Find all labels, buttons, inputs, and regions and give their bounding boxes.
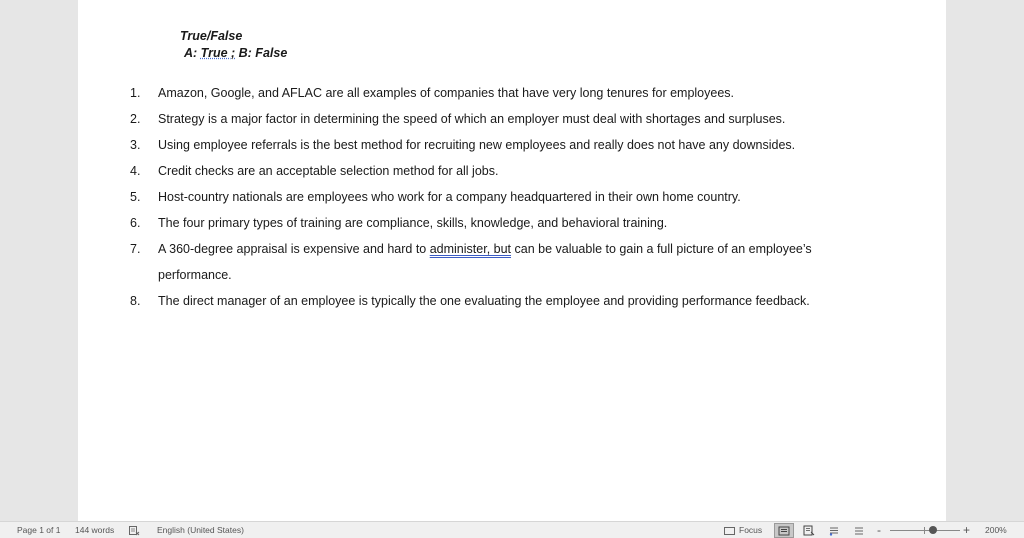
zoom-slider-thumb[interactable]: [929, 526, 937, 534]
question-text: Host-country nationals are employees who work for a company headquartered in their own home country.: [158, 190, 741, 204]
question-number: 3.: [130, 138, 141, 152]
outline-view-button[interactable]: [849, 523, 869, 538]
question-number: 8.: [130, 294, 141, 308]
language-indicator[interactable]: English (United States): [157, 525, 244, 535]
focus-icon: [724, 527, 735, 535]
zoom-slider-track[interactable]: [890, 530, 960, 531]
zoom-level[interactable]: 200%: [985, 525, 1007, 535]
answer-true-label: True ;: [200, 46, 236, 60]
question-text: Using employee referrals is the best method for recruiting new employees and really does not have any downsides.: [158, 138, 796, 152]
status-bar: [0, 521, 1024, 538]
zoom-in-button[interactable]: +: [963, 523, 971, 537]
print-layout-button[interactable]: [799, 523, 819, 538]
question-number: 5.: [130, 190, 141, 204]
answer-false-label: B: False: [235, 46, 288, 60]
question-text: Strategy is a major factor in determining the speed of which an employer must deal with shortages and surpluses.: [158, 112, 786, 126]
focus-mode-button[interactable]: [724, 522, 762, 538]
proofing-icon[interactable]: [129, 525, 140, 535]
quiz-title: True/False: [180, 29, 243, 43]
grammar-flagged-text[interactable]: administer, but: [429, 242, 512, 256]
zoom-out-button[interactable]: -: [877, 523, 881, 537]
list-item: [130, 236, 910, 262]
question-number: 2.: [130, 112, 141, 126]
read-mode-icon: [778, 526, 790, 536]
document-page[interactable]: [78, 0, 946, 521]
question-text: Credit checks are an acceptable selection method for all jobs.: [158, 164, 499, 178]
read-mode-button[interactable]: [774, 523, 794, 538]
question-text: [158, 236, 910, 262]
question-text-part: A 360-degree appraisal is expensive and hard to: [158, 242, 430, 256]
question-number: 7.: [130, 242, 141, 256]
list-item: [130, 184, 910, 210]
question-text-continuation: performance.: [158, 268, 232, 282]
print-layout-icon: [803, 525, 815, 536]
list-item: [130, 210, 910, 236]
answer-key-prefix: A:: [184, 46, 201, 60]
outline-view-icon: [853, 526, 865, 536]
page-indicator[interactable]: Page 1 of 1: [17, 525, 61, 535]
zoom-slider-center-tick: [924, 527, 925, 534]
web-layout-icon: [828, 526, 840, 536]
question-text-part: can be valuable to gain a full picture of an employee’s: [511, 242, 812, 256]
list-item: [130, 288, 910, 314]
web-layout-button[interactable]: [824, 523, 844, 538]
list-item: [130, 158, 910, 184]
focus-label: Focus: [739, 525, 763, 535]
answer-key: [184, 45, 287, 62]
list-item: [130, 106, 910, 132]
list-item: [130, 80, 910, 106]
question-text: The direct manager of an employee is typically the one evaluating the employee and providing performance feedback.: [158, 294, 810, 308]
question-list: [130, 80, 910, 314]
quiz-header: [180, 28, 287, 62]
question-number: 4.: [130, 164, 141, 178]
question-text: The four primary types of training are compliance, skills, knowledge, and behavioral training.: [158, 216, 668, 230]
question-number: 1.: [130, 86, 141, 100]
question-text: Amazon, Google, and AFLAC are all examples of companies that have very long tenures for employees.: [158, 86, 735, 100]
word-count[interactable]: 144 words: [75, 525, 115, 535]
list-item: [130, 132, 910, 158]
question-number: 6.: [130, 216, 141, 230]
